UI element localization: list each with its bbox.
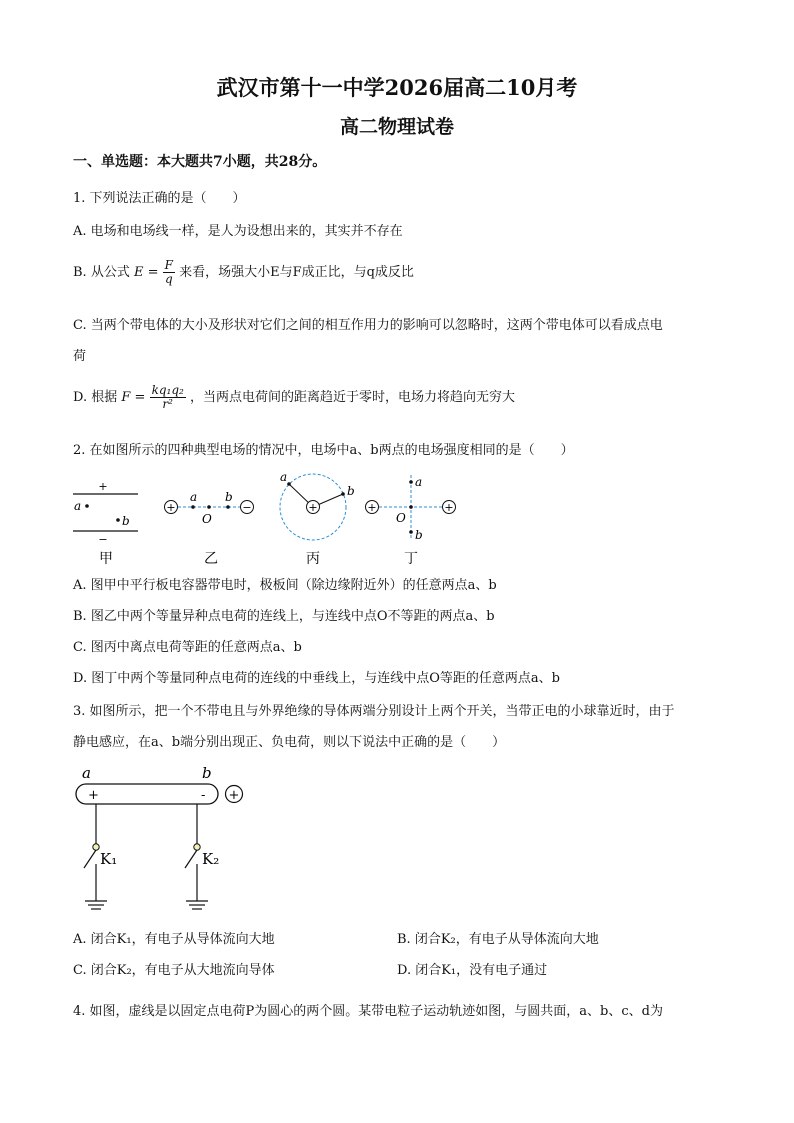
q3-switch-k2-blade	[185, 850, 197, 868]
q1-stem: 1. 下列说法正确的是（ ）	[73, 191, 246, 206]
q2-stem: 2. 在如图所示的四种典型电场的情况中，电场中a、b两点的电场强度相同的是（ ）	[73, 443, 574, 458]
q3-stem-line2: 静电感应，在a、b端分别出现正、负电荷，则以下说法中正确的是（ ）	[73, 735, 506, 750]
q1-b-post: 来看，场强大小E与F成正比，与q成反比	[179, 265, 414, 280]
q1-d-den: r²	[162, 397, 173, 411]
jia-b-label: b	[122, 514, 130, 528]
q4-stem: 4. 如图，虚线是以固定点电荷P为圆心的两个圆。某带电粒子运动轨迹如图，与圆共面，a、b、c、d为	[73, 1004, 663, 1019]
caption-bing: 丙	[306, 551, 320, 567]
ding-plus-left: +	[367, 501, 377, 514]
q1-option-b	[73, 259, 414, 286]
q3-option-a: A. 闭合K₁，有电子从导体流向大地	[73, 932, 275, 947]
q1-option-c-line1: C. 当两个带电体的大小及形状对它们之间的相互作用力的影响可以忽略时，这两个带电体可以看成点电	[73, 318, 663, 333]
bing-plus: +	[308, 501, 318, 514]
jia-plus-label: +	[98, 480, 108, 493]
yi-b-label: b	[225, 490, 233, 504]
q1-d-num: kq₁q₂	[151, 383, 184, 397]
figure-yi	[165, 490, 254, 526]
bing-point-a	[287, 482, 291, 486]
ding-point-b	[409, 530, 413, 534]
bing-a-label: a	[280, 470, 288, 484]
q3-switch-k1-pivot	[93, 844, 99, 850]
q3-conductor-plus: +	[88, 788, 99, 803]
q1-option-d	[73, 384, 515, 411]
ding-plus-right: +	[444, 501, 454, 514]
bing-b-label: b	[347, 484, 355, 498]
q1-b-fraction	[163, 259, 175, 286]
q3-switch-k1-blade	[84, 850, 96, 868]
q3-figure	[70, 760, 260, 920]
bing-point-b	[341, 492, 345, 496]
page-subtitle: 高二物理试卷	[339, 116, 454, 138]
q1-b-num: F	[164, 258, 173, 272]
ding-a-label: a	[415, 475, 423, 489]
q3-conductor-minus: -	[201, 788, 206, 803]
caption-yi: 乙	[204, 551, 218, 567]
q3-ball-plus: +	[228, 788, 240, 803]
q3-a-label: a	[82, 764, 91, 782]
q3-option-d: D. 闭合K₁，没有电子通过	[397, 963, 548, 978]
q3-switch-k2-pivot	[194, 844, 200, 850]
jia-a-label: a	[74, 499, 82, 513]
q2-option-a: A. 图甲中平行板电容器带电时，极板间（除边缘附近外）的任意两点a、b	[73, 578, 497, 593]
q1-option-a: A. 电场和电场线一样，是人为设想出来的，其实并不存在	[73, 224, 403, 239]
q1-d-formula-lhs: F =	[121, 390, 146, 405]
ding-b-label: b	[415, 528, 423, 542]
ding-o-label: O	[396, 511, 406, 525]
figure-ding	[366, 475, 456, 542]
yi-minus: −	[242, 501, 252, 514]
q1-option-c-line2: 荷	[73, 349, 87, 364]
yi-o-label: O	[202, 512, 212, 526]
yi-point-o	[207, 505, 211, 509]
q3-k1-label: K₁	[100, 850, 118, 868]
caption-ding: 丁	[404, 551, 418, 567]
q3-option-c: C. 闭合K₂，有电子从大地流向导体	[73, 963, 275, 978]
yi-a-label: a	[190, 490, 198, 504]
q1-b-formula-lhs: E =	[133, 265, 159, 280]
ding-point-o	[409, 505, 413, 509]
ding-point-a	[409, 480, 413, 484]
q1-b-pre: B. 从公式	[73, 265, 130, 280]
q2-option-d: D. 图丁中两个等量同种点电荷的连线的中垂线上，与连线中点O等距的任意两点a、b	[73, 671, 560, 686]
q2-figures	[60, 470, 480, 570]
q2-option-b: B. 图乙中两个等量异种点电荷的连线上，与连线中点O不等距的两点a、b	[73, 609, 495, 624]
q1-d-post: ，当两点电荷间的距离趋近于零时，电场力将趋向无穷大	[189, 390, 515, 405]
q3-k2-label: K₂	[202, 850, 220, 868]
jia-point-b	[116, 518, 120, 522]
jia-point-a	[85, 504, 89, 508]
q2-option-c: C. 图丙中离点电荷等距的任意两点a、b	[73, 640, 302, 655]
yi-point-b	[226, 505, 230, 509]
q3-option-b: B. 闭合K₂，有电子从导体流向大地	[397, 932, 599, 947]
q3-stem-line1: 3. 如图所示，把一个不带电且与外界绝缘的导体两端分别设计上两个开关，当带正电的小球靠近时，由于	[73, 704, 675, 719]
caption-jia: 甲	[99, 551, 113, 567]
page-title: 武汉市第十一中学2026届高二10月考	[216, 75, 578, 100]
yi-point-a	[191, 505, 195, 509]
figure-bing	[280, 470, 355, 540]
section-heading: 一、单选题：本大题共7小题，共28分。	[73, 154, 327, 170]
q1-d-fraction	[150, 384, 186, 411]
q3-b-label: b	[202, 764, 212, 782]
yi-plus: +	[166, 501, 176, 514]
q1-b-den: q	[164, 272, 173, 286]
figure-jia	[73, 480, 138, 546]
jia-minus-label: −	[98, 533, 108, 546]
q1-d-pre: D. 根据	[73, 390, 118, 405]
